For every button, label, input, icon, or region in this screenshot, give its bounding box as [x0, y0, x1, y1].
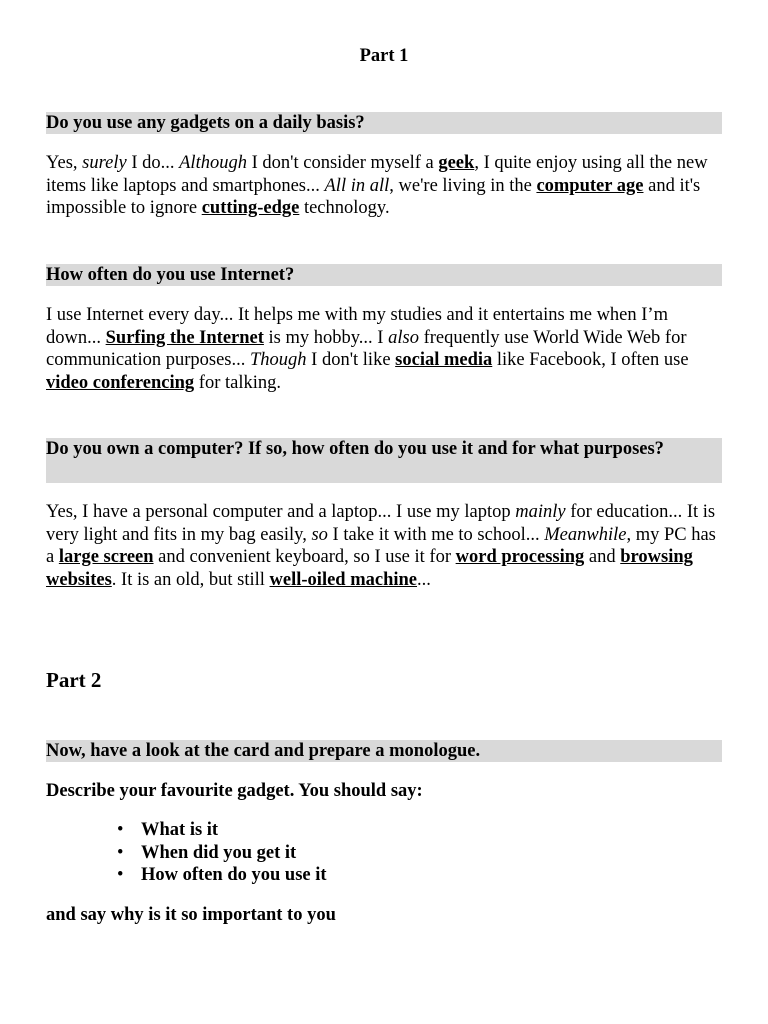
answer-emphasis: Meanwhile [544, 524, 627, 545]
answer-text: technology. [299, 198, 390, 218]
answer-text: I don't like [306, 350, 396, 370]
answer-emphasis: also [388, 327, 419, 348]
answer-text: I don't consider myself a [246, 153, 439, 173]
answer-text: is my hobby... I [263, 327, 389, 348]
answer-text: I use Internet every day... It helps me with my studies and it entertains me when I’m down... [46, 305, 668, 348]
answer-text: I take it with me to school... [327, 524, 545, 545]
vocabulary-term: word processing [455, 547, 585, 567]
part1-title: Part 1 [359, 46, 409, 66]
answer-emphasis: mainly [515, 502, 566, 522]
answer-emphasis: Although [179, 153, 247, 173]
answer-internet [46, 304, 722, 394]
question-internet: How often do you use Internet? [46, 264, 722, 286]
part2-title: Part 2 [46, 668, 102, 692]
answer-emphasis: surely [82, 153, 127, 173]
instruction-heading: Now, have a look at the card and prepare a monologue. [46, 740, 722, 762]
answer-text: . It is an old, but still [111, 569, 270, 590]
answer-text: , my PC has a [46, 524, 716, 567]
answer-text: for talking. [194, 372, 281, 393]
vocabulary-term: Surfing the Internet [105, 327, 264, 348]
list-item: • What is it [141, 819, 327, 842]
answer-text: Yes, [46, 153, 83, 173]
vocabulary-term: large screen [58, 547, 154, 567]
task-bullet-list [46, 819, 327, 887]
vocabulary-term: browsing websites [46, 547, 693, 590]
answer-text: , we're living in the [389, 175, 537, 196]
task-description: Describe your favourite gadget. You should say: [46, 781, 423, 801]
answer-text: and convenient keyboard, so I use it for [153, 547, 456, 567]
task-closing: and say why is it so important to you [46, 905, 336, 925]
answer-text: I do... [126, 153, 180, 173]
list-item: • How often do you use it [141, 864, 327, 887]
vocabulary-term: geek [438, 153, 475, 173]
answer-text: and [584, 547, 621, 567]
list-item: • When did you get it [141, 842, 327, 865]
answer-text: frequently use World Wide Web for communication purposes... [46, 327, 687, 370]
vocabulary-term: cutting-edge [201, 198, 300, 218]
answer-text: ... [417, 569, 431, 590]
vocabulary-term: social media [395, 350, 493, 370]
answer-text: Yes, I have a personal computer and a laptop... I use my laptop [46, 502, 516, 522]
answer-gadgets [46, 152, 722, 220]
vocabulary-term: well-oiled machine [269, 569, 418, 590]
answer-emphasis: so [311, 524, 328, 545]
answer-text: for education... It is very light and fits in my bag easily, [46, 502, 716, 545]
answer-text: like Facebook, I often use [492, 350, 689, 370]
answer-emphasis: All in all [324, 175, 390, 196]
question-computer: Do you own a computer? If so, how often do you use it and for what purposes? [46, 438, 722, 483]
answer-text: , I quite enjoy using all the new items like laptops and smartphones... [46, 153, 708, 196]
answer-computer [46, 501, 722, 591]
answer-text: and it's impossible to ignore [46, 175, 701, 218]
answer-emphasis: Though [249, 350, 307, 370]
vocabulary-term: computer age [536, 175, 644, 196]
vocabulary-term: video conferencing [46, 372, 195, 393]
question-gadgets: Do you use any gadgets on a daily basis? [46, 112, 722, 134]
